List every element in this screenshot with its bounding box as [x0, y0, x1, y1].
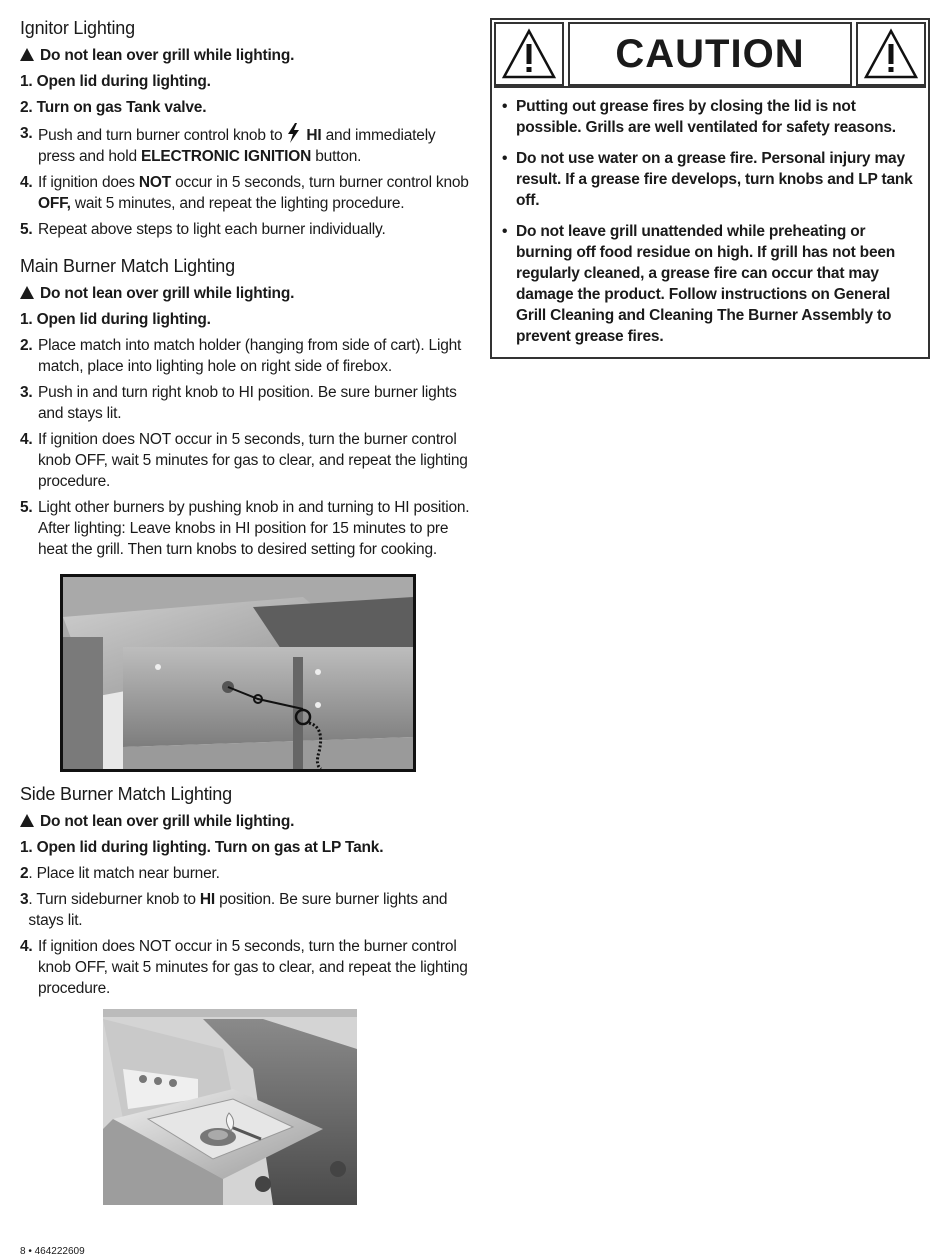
side-burner-step-4: 4. If ignition does NOT occur in 5 seconds, turn the burner control knob OFF, wait 5 minutes for gas to clear, and repeat the lighting procedure. — [20, 938, 468, 997]
warning-triangle-icon — [863, 28, 919, 80]
caution-body — [492, 90, 928, 357]
ignitor-lighting-heading: Ignitor Lighting — [20, 18, 135, 38]
ignitor-step-1: 1. Open lid during lighting. — [20, 73, 211, 90]
warning-triangle-icon — [501, 28, 557, 80]
side-burner-warning: Do not lean over grill while lighting. — [20, 811, 470, 832]
side-burner-step-3: 3 . Turn sideburner knob to HI position. Be sure burner lights and stays lit. — [20, 891, 448, 929]
warning-triangle-icon — [20, 286, 34, 299]
main-burner-step-4: 4. If ignition does NOT occur in 5 seconds, turn the burner control knob OFF, wait 5 minutes for gas to clear, and repeat the lighting procedure. — [20, 431, 468, 490]
ignitor-step-5: 5. Repeat above steps to light each burner individually. — [20, 221, 386, 238]
warning-sign-right — [856, 22, 926, 86]
caution-title: CAUTION — [568, 22, 852, 86]
ignitor-step-4: 4. If ignition does NOT occur in 5 seconds, turn burner control knob OFF, wait 5 minutes, and repeat the lighting procedure. — [20, 174, 469, 212]
main-burner-step-1: 1. Open lid during lighting. — [20, 311, 211, 328]
ignitor-step-3: 3. Push and turn burner control knob to HI and immediately press and hold ELECTRONIC IGNITION button. — [20, 125, 436, 165]
main-burner-warning: Do not lean over grill while lighting. — [20, 283, 470, 304]
caution-bullet-1: • Putting out grease fires by closing the lid is not possible. Grills are well ventilated for safety reasons. — [502, 98, 896, 136]
warning-sign-left — [494, 22, 564, 86]
ignitor-step-2: 2. Turn on gas Tank valve. — [20, 99, 207, 116]
side-burner-step-2: 2 . Place lit match near burner. — [20, 865, 220, 882]
caution-header — [494, 22, 926, 88]
lightning-bolt-icon — [286, 123, 300, 143]
ignitor-warning: Do not lean over grill while lighting. — [20, 45, 470, 66]
side-burner-heading: Side Burner Match Lighting — [20, 784, 232, 804]
warning-triangle-icon — [20, 814, 34, 827]
warning-triangle-icon — [20, 48, 34, 61]
page-footer: 8 • 464222609 — [20, 1246, 85, 1257]
match-holder-illustration — [60, 574, 416, 772]
main-burner-heading: Main Burner Match Lighting — [20, 256, 235, 276]
side-burner-step-1: 1. Open lid during lighting. Turn on gas at LP Tank. — [20, 839, 384, 856]
caution-column — [490, 18, 930, 359]
main-burner-step-3: 3. Push in and turn right knob to HI position. Be sure burner lights and stays lit. — [20, 384, 457, 422]
instructions-column — [20, 18, 470, 1205]
caution-bullet-2: • Do not use water on a grease fire. Personal injury may result. If a grease fire develops, turn knobs and LP tank off. — [502, 150, 913, 209]
main-burner-step-2: 2. Place match into match holder (hanging from side of cart). Light match, place into lighting hole on right side of firebox. — [20, 337, 462, 375]
caution-box — [490, 18, 930, 359]
side-burner-illustration — [103, 1009, 357, 1205]
main-burner-step-5: 5. Light other burners by pushing knob in and turning to HI position. After lighting: Leave knobs in HI position for 15 minutes to pre heat the grill. Then turn knobs to desired setting for cooking. — [20, 499, 470, 558]
caution-bullet-3: • Do not leave grill unattended while preheating or burning off food residue on high. If grill has not been regularly cleaned, a grease fire can occur that may damage the product. Follow instructions on General Grill Cleaning and Cleaning The Burner Assembly to prevent grease fires. — [502, 223, 896, 345]
